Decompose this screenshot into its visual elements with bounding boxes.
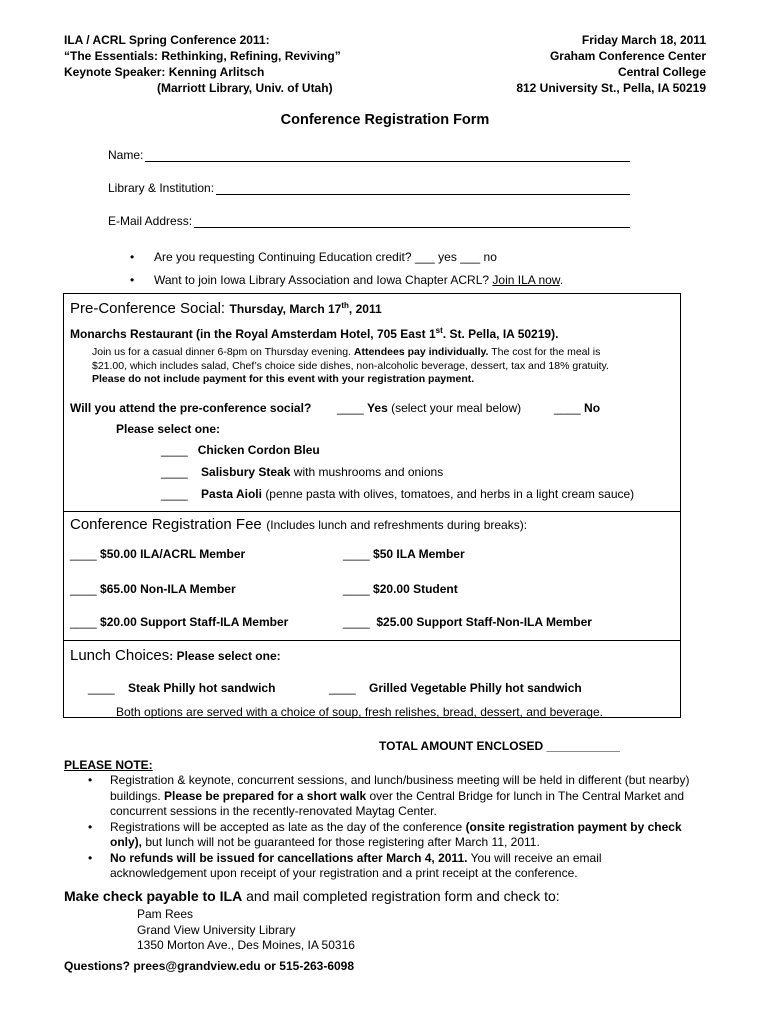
- ce-credit-text: Are you requesting Continuing Education credit? ___ yes ___ no: [154, 250, 497, 264]
- library-field[interactable]: [108, 181, 630, 195]
- social-date: Thursday, March 17th, 2011: [229, 301, 382, 316]
- header-date: Friday March 18, 2011: [581, 33, 706, 47]
- header-keynote-affiliation: (Marriott Library, Univ. of Utah): [157, 81, 333, 95]
- bullet-icon: •: [88, 850, 93, 865]
- lunch-note: Both options are served with a choice of soup, fresh relishes, bread, dessert, and beverage.: [116, 705, 603, 719]
- meal-option-pasta[interactable]: ____ Pasta Aioli (penne pasta with olives, tomatoes, and herbs in a light cream sauce): [161, 487, 635, 501]
- name-field[interactable]: [108, 148, 630, 162]
- header-event-info: [64, 32, 341, 96]
- divider: [64, 511, 680, 512]
- divider: [64, 640, 680, 641]
- name-input-line[interactable]: [145, 149, 630, 162]
- note-item: • Registration & keynote, concurrent sessions, and lunch/business meeting will be held in different (but nearby) buildings. Please be prepared for a short walk over the Central Bridge for lunch in The Central Market and concurrent sessions in the recently-renovated Maytag Center.: [88, 773, 690, 818]
- social-yes-option[interactable]: ____ Yes (select your meal below): [337, 401, 522, 415]
- library-label: Library & Institution:: [108, 181, 215, 195]
- mail-organization: Grand View University Library: [137, 922, 296, 937]
- fee-option-ila[interactable]: ____ $50 ILA Member: [343, 547, 465, 561]
- lunch-heading: [70, 647, 281, 665]
- social-title: Pre-Conference Social:: [70, 300, 226, 317]
- note-item: • No refunds will be issued for cancellations after March 4, 2011. You will receive an email acknowledgement upon receipt of your registration and a print receipt at the conference.: [88, 850, 602, 880]
- header-keynote-line: Keynote Speaker: Kenning Arlitsch: [64, 65, 265, 79]
- lunch-title: Lunch Choices: [70, 647, 170, 664]
- social-attend-question: Will you attend the pre-conference social?: [70, 401, 312, 415]
- lunch-subtitle: : Please select one:: [169, 649, 281, 663]
- notes-title: PLEASE NOTE:: [64, 758, 153, 772]
- mail-address: [137, 907, 355, 954]
- join-ila-text: Want to join Iowa Library Association and Iowa Chapter ACRL?: [154, 273, 490, 287]
- bullet-icon: •: [88, 773, 93, 787]
- social-venue: Monarchs Restaurant (in the Royal Amsterdam Hotel, 705 East 1st. St. Pella, IA 50219).: [70, 326, 559, 341]
- fee-subtitle: (Includes lunch and refreshments during breaks):: [266, 518, 528, 532]
- bullet-icon: •: [88, 819, 93, 834]
- header-event-line: ILA / ACRL Spring Conference 2011:: [64, 33, 270, 47]
- meal-option-salisbury[interactable]: ____ Salisbury Steak with mushrooms and onions: [161, 465, 444, 479]
- email-field[interactable]: [108, 214, 630, 228]
- library-input-line[interactable]: [216, 182, 630, 195]
- mail-heading: Make check payable to ILA and mail completed registration form and check to:: [64, 888, 560, 904]
- total-amount[interactable]: TOTAL AMOUNT ENCLOSED ___________: [379, 739, 620, 753]
- notes-list: [82, 773, 692, 882]
- email-input-line[interactable]: [194, 215, 630, 228]
- lunch-option-steak[interactable]: ____ Steak Philly hot sandwich: [88, 681, 276, 695]
- email-label: E-Mail Address:: [108, 214, 193, 228]
- fee-option-ila-acrl[interactable]: ____ $50.00 ILA/ACRL Member: [70, 547, 246, 561]
- note-item: • Registrations will be accepted as late as the day of the conference (onsite registration payment by check only), but lunch will not be guaranteed for those registering after March 11, 2011.: [88, 819, 682, 849]
- header-theme-line: “The Essentials: Rethinking, Refining, Reviving”: [64, 49, 341, 63]
- header-venue: Graham Conference Center: [549, 49, 706, 63]
- header-address: 812 University St., Pella, IA 50219: [516, 81, 706, 95]
- fee-title: Conference Registration Fee: [70, 516, 262, 533]
- meal-option-chicken[interactable]: ____ Chicken Cordon Bleu: [161, 443, 320, 457]
- fee-option-staff-ila[interactable]: ____ $20.00 Support Staff-ILA Member: [70, 615, 289, 629]
- join-ila-link[interactable]: Join ILA now: [492, 273, 560, 287]
- mail-recipient: Pam Rees: [137, 907, 194, 921]
- bullet-icon: •: [130, 250, 135, 264]
- form-title: Conference Registration Form: [280, 112, 490, 128]
- meal-select-label: Please select one:: [116, 422, 221, 436]
- fee-option-staff-non-ila[interactable]: ____ $25.00 Support Staff-Non-ILA Member: [343, 615, 592, 629]
- header-venue-info: [516, 32, 706, 96]
- bullet-icon: •: [130, 273, 135, 287]
- header-college: Central College: [617, 65, 706, 79]
- social-no-option[interactable]: ____ No: [554, 401, 601, 415]
- mail-street: 1350 Morton Ave., Des Moines, IA 50316: [137, 938, 355, 952]
- social-heading: [70, 298, 382, 318]
- lunch-option-veg[interactable]: ____ Grilled Vegetable Philly hot sandwich: [329, 681, 582, 695]
- fee-heading: [70, 516, 527, 534]
- questions-contact: Questions? prees@grandview.edu or 515-263-6098: [64, 959, 355, 973]
- fee-option-non-ila[interactable]: ____ $65.00 Non-ILA Member: [70, 582, 236, 596]
- fee-option-student[interactable]: ____ $20.00 Student: [343, 582, 458, 596]
- name-label: Name:: [108, 148, 144, 162]
- social-description: Join us for a casual dinner 6-8pm on Thursday evening. Attendees pay individually. The cost for the meal is $21.00, which includes salad, Chef’s choice side dishes, non-alcoholic beverage, dessert, tax and 18% gratuity. Please do not include payment for this event with your registration payment.: [92, 346, 609, 385]
- registration-box: [63, 293, 681, 718]
